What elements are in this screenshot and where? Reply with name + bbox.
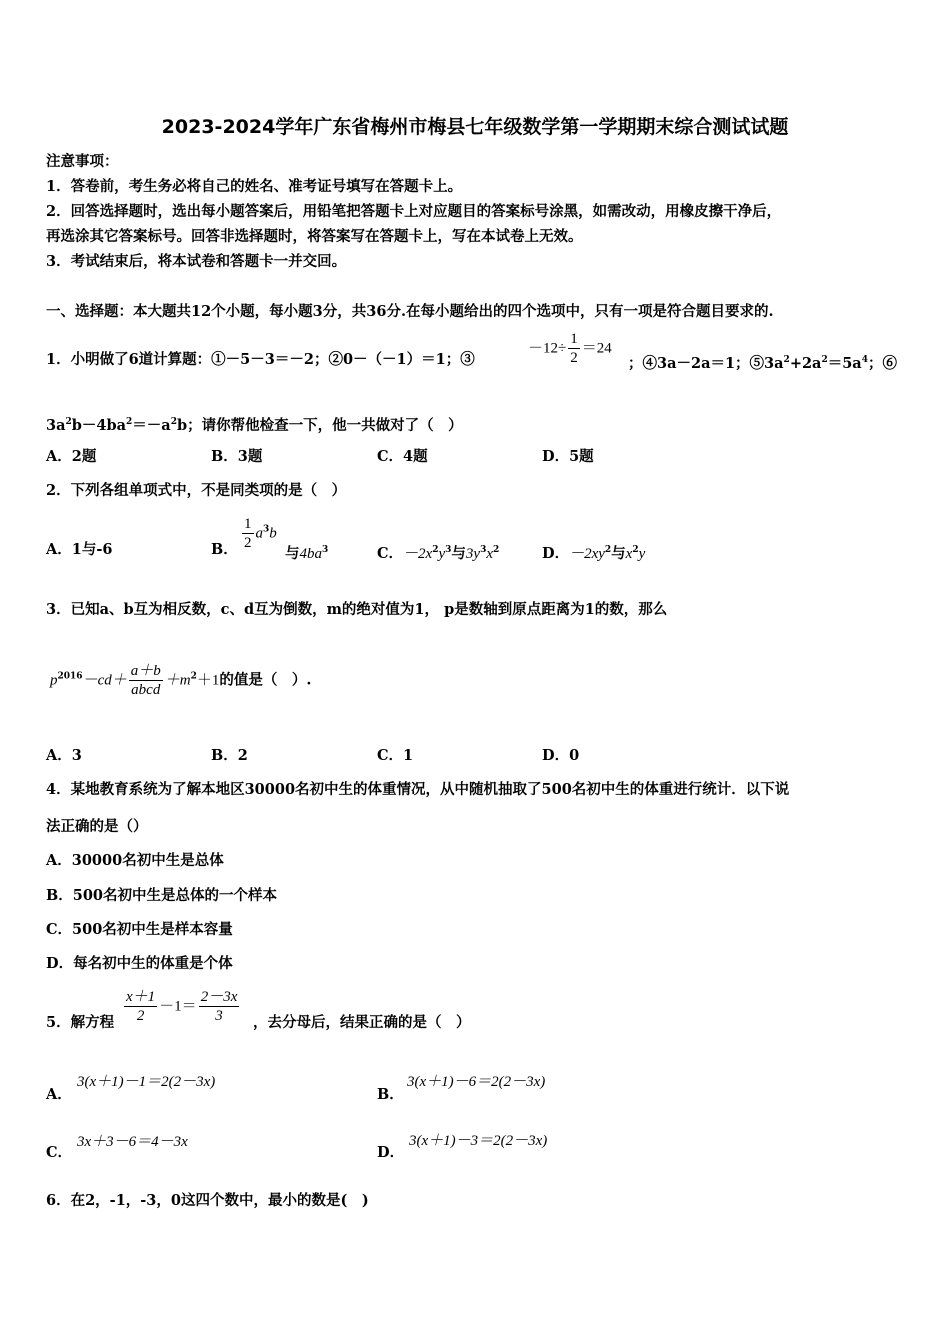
q5-equation: $\frac{x+1}{2}$ －1＝ $\frac{2-3x}{3}$ <box>126 989 238 1024</box>
q2-option-d: D．$-2xy^2$与$x^2y$ <box>542 544 646 562</box>
notice-heading: 注意事项： <box>46 153 119 170</box>
q4-option-c: C．500名初中生是样本容量 <box>46 921 233 938</box>
question-1 <box>46 350 475 370</box>
q3-option-a: A．3 <box>46 747 82 764</box>
q1-expression: －12÷ $\frac{1}{2}$ ＝24 <box>528 331 612 366</box>
q1-option-c: C．4题 <box>377 448 428 465</box>
question-6: 6．在2，-1，-3，0这四个数中，最小的数是( ) <box>46 1192 369 1209</box>
question-4: 4．某地教育系统为了解本地区30000名初中生的体重情况，从中随机抽取了500名初中生的体重进行统计．以下说 <box>46 781 790 798</box>
q2-option-b-rest: 与$4ba^3$ <box>285 544 329 562</box>
q5-option-a-label: A． <box>46 1086 72 1103</box>
q3-expression: $p^{2016}-cd+$ $\frac{a+b}{\text{abcd}}$ $+m^2+1$的值是（ ）. <box>50 663 312 698</box>
question-2: 2．下列各组单项式中，不是同类项的是（ ） <box>46 482 347 499</box>
q4-option-b: B．500名初中生是总体的一个样本 <box>46 887 278 904</box>
notice-item: 2．回答选择题时，选出每小题答案后，用铅笔把答题卡上对应题目的答案标号涂黑，如需改动，用橡皮擦干净后， <box>46 203 782 220</box>
q1-option-a: A．2题 <box>46 448 97 465</box>
notice-item: 3．考试结束后，将本试卷和答题卡一并交回。 <box>46 253 347 270</box>
q1-suffix: ；④3a－2a＝1；$⑤3a^2+2a^2=5a^4$；⑥ <box>628 354 897 372</box>
q3-option-b: B．2 <box>211 747 248 764</box>
question-5-prefix: 5．解方程 <box>46 1014 115 1031</box>
question-5-suffix: ，去分母后，结果正确的是（ ） <box>253 1014 471 1031</box>
q2-option-c: C．$-2x^2y^3$与$3y^3x^2$ <box>377 544 500 562</box>
question-4-line2: 法正确的是（） <box>46 818 148 835</box>
q1-fraction: $\frac{1}{2}$ <box>570 331 578 366</box>
q5-option-b-label: B． <box>377 1086 404 1103</box>
question-3: 3．已知a、b互为相反数，c、d互为倒数，m的绝对值为1， p是数轴到原点距离为1的数，那么 <box>46 601 668 618</box>
q2-option-b: $\frac{1}{2}$ $a^3b$ <box>244 516 277 551</box>
notice-item: 再选涂其它答案标号。回答非选择题时，将答案写在答题卡上，写在本试卷上无效。 <box>46 228 583 245</box>
q4-option-a: A．30000名初中生是总体 <box>46 852 224 869</box>
q1-line2: $3a^2b-4ba^2=-a^2b$；请你帮他检查一下，他一共做对了（ ） <box>46 416 463 434</box>
q3-option-d: D．0 <box>542 747 580 764</box>
q3-option-c: C．1 <box>377 747 414 764</box>
q1-option-b: B．3题 <box>211 448 263 465</box>
q2-option-a: A．1与-6 <box>46 541 113 558</box>
q5-option-a: 3(x＋1)－1＝2(2－3x) <box>77 1074 216 1090</box>
q5-option-d-label: D． <box>377 1144 405 1161</box>
q1-option-d: D．5题 <box>542 448 594 465</box>
q5-option-b: 3(x＋1)－6＝2(2－3x) <box>407 1074 546 1090</box>
q5-option-c-label: C． <box>46 1144 73 1161</box>
q4-option-d: D．每名初中生的体重是个体 <box>46 955 233 972</box>
q2-option-b-label: B． <box>211 541 238 558</box>
q5-option-c: 3x＋3－6＝4－3x <box>77 1134 188 1150</box>
q1-prefix: 1．小明做了6道计算题：①－5－3＝－2；②0－（－1）＝1；③ <box>46 351 475 368</box>
notice-item: 1．答卷前，考生务必将自己的姓名、准考证号填写在答题卡上。 <box>46 178 463 195</box>
q5-option-d: 3(x＋1)－3＝2(2－3x) <box>409 1133 548 1149</box>
page-title: 2023-2024学年广东省梅州市梅县七年级数学第一学期期末综合测试试题 <box>161 116 789 138</box>
section-heading: 一、选择题：本大题共12个小题，每小题3分，共36分.在每小题给出的四个选项中，只有一项是符合题目要求的. <box>46 303 774 320</box>
